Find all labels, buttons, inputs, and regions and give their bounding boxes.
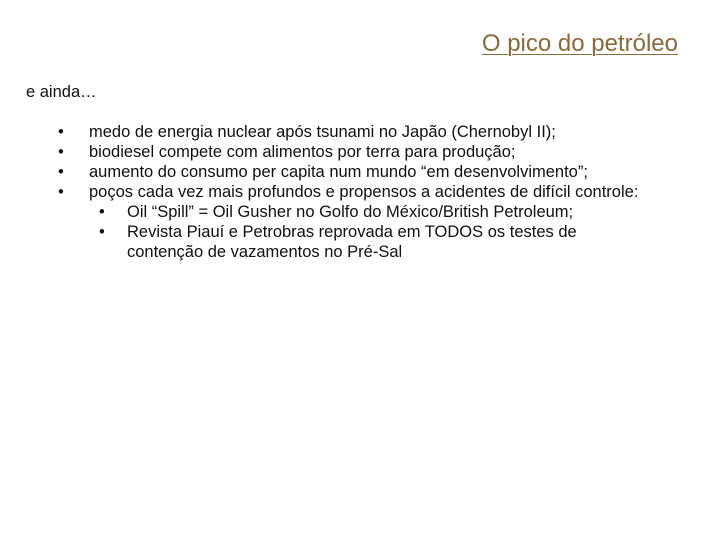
bullet-item-biodiesel bbox=[56, 142, 638, 162]
sub-bullet-text-continued: contenção de vazamentos no Pré-Sal bbox=[127, 243, 403, 261]
bullet-item-consumption bbox=[56, 162, 638, 182]
slide-title: O pico do petróleo bbox=[481, 30, 678, 57]
bullet-text: biodiesel compete com alimentos por terra para produção; bbox=[89, 143, 516, 161]
bullet-item-deep-wells bbox=[56, 182, 638, 262]
bullet-icon: • bbox=[58, 183, 64, 201]
bullet-icon: • bbox=[99, 223, 105, 241]
sub-bullet-text: Revista Piauí e Petrobras reprovada em TODOS os testes de bbox=[127, 223, 577, 241]
sub-bullet-item-petrobras bbox=[92, 222, 638, 262]
bullet-text: aumento do consumo per capita num mundo “em desenvolvimento”; bbox=[89, 163, 588, 181]
intro-text: e ainda… bbox=[26, 83, 97, 101]
bullet-icon: • bbox=[99, 203, 105, 221]
bullet-list bbox=[56, 122, 638, 262]
bullet-text: medo de energia nuclear após tsunami no Japão (Chernobyl II); bbox=[89, 123, 556, 141]
bullet-icon: • bbox=[58, 163, 64, 181]
sub-bullet-item-oil-spill bbox=[92, 202, 638, 222]
bullet-icon: • bbox=[58, 143, 64, 161]
sub-bullet-list bbox=[89, 202, 638, 262]
bullet-text: poços cada vez mais profundos e propensos a acidentes de difícil controle: bbox=[89, 183, 639, 201]
bullet-icon: • bbox=[58, 123, 64, 141]
bullet-item-nuclear bbox=[56, 122, 638, 142]
sub-bullet-text: Oil “Spill” = Oil Gusher no Golfo do México/British Petroleum; bbox=[127, 203, 574, 221]
